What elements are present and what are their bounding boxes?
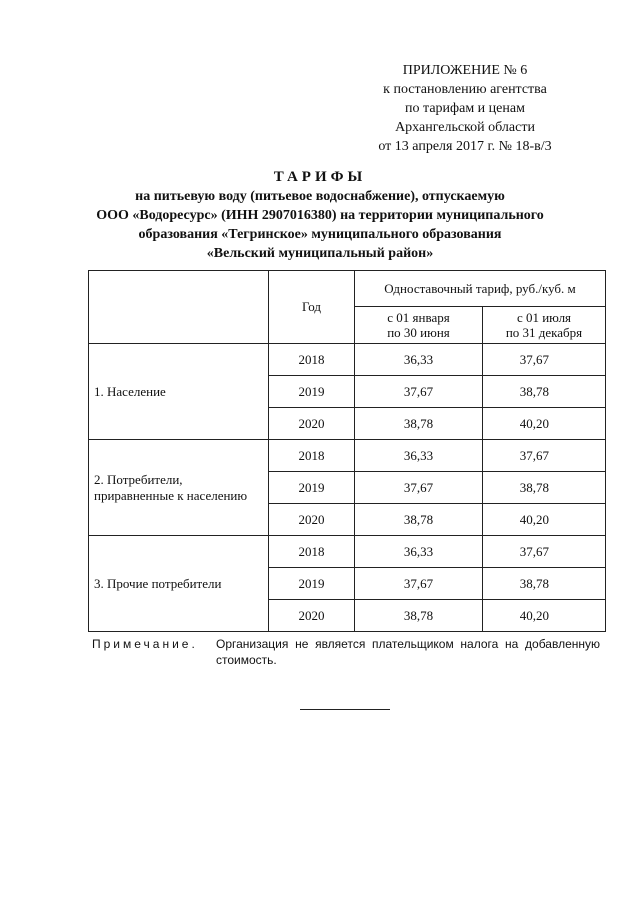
closing-line [300, 709, 390, 710]
header-empty-cell [89, 271, 269, 344]
tariff-cell: 40,20 [483, 408, 606, 440]
period-1-end: по 30 июня [387, 325, 450, 340]
category-cell: 1. Население [89, 344, 269, 440]
header-tariff: Одноставочный тариф, руб./куб. м [355, 271, 606, 307]
tariff-cell: 38,78 [355, 504, 483, 536]
appendix-line: Архангельской области [395, 120, 535, 135]
title-line: «Вельский муниципальный район» [206, 246, 434, 261]
period-2-start: с 01 июля [516, 310, 572, 325]
tariff-cell: 36,33 [355, 536, 483, 568]
tariff-cell: 36,33 [355, 344, 483, 376]
title-main: ТАРИФЫ [273, 169, 367, 185]
appendix-number: ПРИЛОЖЕНИЕ № 6 [402, 63, 528, 78]
year-cell: 2019 [269, 472, 355, 504]
table-row [89, 440, 606, 472]
category-cell: 3. Прочие потребители [89, 536, 269, 632]
tariff-cell: 40,20 [483, 600, 606, 632]
year-cell: 2020 [269, 408, 355, 440]
appendix-date: от 13 апреля 2017 г. № 18-в/3 [378, 139, 552, 154]
appendix-header [300, 61, 630, 156]
table-header-row [89, 271, 606, 307]
tariff-cell: 36,33 [355, 440, 483, 472]
year-cell: 2018 [269, 344, 355, 376]
tariff-cell: 37,67 [355, 472, 483, 504]
tariff-cell: 38,78 [355, 600, 483, 632]
year-cell: 2020 [269, 600, 355, 632]
table-row [89, 536, 606, 568]
year-cell: 2020 [269, 504, 355, 536]
category-line: 2. Потребители, [94, 471, 183, 487]
category-cell [89, 440, 269, 536]
table-row [89, 344, 606, 376]
tariff-cell: 37,67 [355, 568, 483, 600]
year-cell: 2019 [269, 376, 355, 408]
header-period-2 [483, 307, 606, 344]
appendix-line: к постановлению агентства [383, 82, 547, 97]
tariff-cell: 38,78 [483, 376, 606, 408]
note-text: Организация не является плательщиком налога на добавленную стоимость. [216, 637, 600, 667]
year-cell: 2019 [269, 568, 355, 600]
tariff-cell: 37,67 [483, 440, 606, 472]
year-cell: 2018 [269, 440, 355, 472]
tariff-cell: 38,78 [483, 568, 606, 600]
period-1-start: с 01 января [387, 310, 450, 325]
tariff-cell: 38,78 [355, 408, 483, 440]
title-line: образования «Тегринское» муниципального образования [138, 227, 502, 242]
tariff-table [88, 270, 606, 632]
tariff-cell: 37,67 [483, 536, 606, 568]
period-2-end: по 31 декабря [505, 325, 583, 340]
category-line: приравненные к населению [94, 487, 248, 503]
title-line: ООО «Водоресурс» (ИНН 2907016380) на территории муниципального [96, 208, 544, 223]
document-title [30, 167, 610, 263]
appendix-line: по тарифам и ценам [405, 101, 525, 116]
tariff-cell: 37,67 [355, 376, 483, 408]
year-cell: 2018 [269, 536, 355, 568]
tariff-cell: 38,78 [483, 472, 606, 504]
title-line: на питьевую воду (питьевое водоснабжение), отпускаемую [135, 189, 505, 204]
note-label: Примечание. [92, 637, 198, 651]
tariff-cell: 40,20 [483, 504, 606, 536]
tariff-cell: 37,67 [483, 344, 606, 376]
header-year: Год [269, 271, 355, 344]
header-period-1 [355, 307, 483, 344]
